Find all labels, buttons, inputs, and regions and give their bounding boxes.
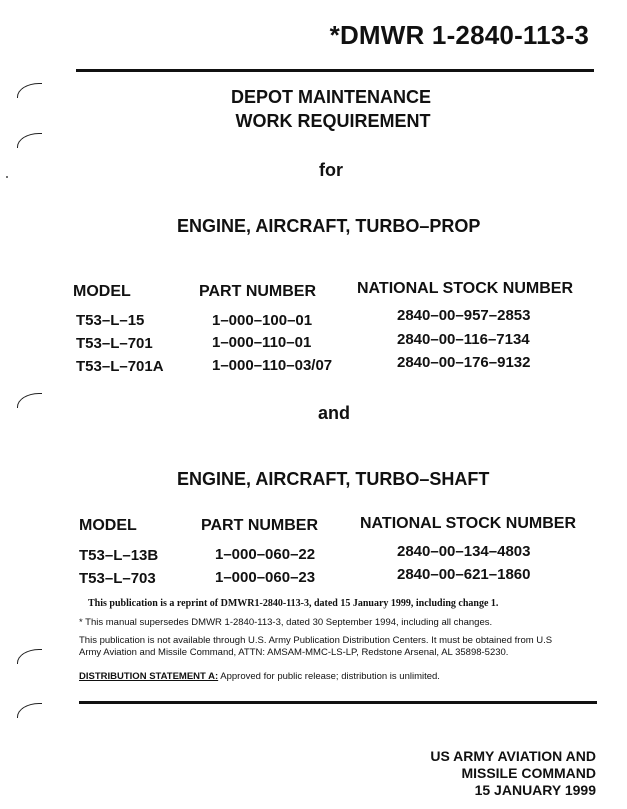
issuer-line-1: US ARMY AVIATION AND [430,748,596,764]
for-label: for [319,160,343,180]
issue-date: 15 JANUARY 1999 [474,782,596,798]
document-number: *DMWR 1-2840-113-3 [329,20,589,50]
model-cell: T53–L–703 [79,570,156,587]
title-line-1: DEPOT MAINTENANCE [230,87,431,107]
nsn-cell: 2840–00–621–1860 [397,566,531,583]
margin-mark [17,649,42,664]
part-number-cell: 1–000–060–22 [215,546,316,563]
column-header-model: MODEL [73,283,131,300]
section-heading-turbo-prop: ENGINE, AIRCRAFT, TURBO–PROP [177,216,481,236]
distribution-statement-label: DISTRIBUTION STATEMENT A: [79,671,219,682]
bottom-rule [79,701,597,704]
column-header-nsn: NATIONAL STOCK NUMBER [357,280,573,297]
margin-mark [17,703,42,718]
section-heading-turbo-shaft: ENGINE, AIRCRAFT, TURBO–SHAFT [177,469,490,489]
availability-note-line-2: Army Aviation and Missile Command, ATTN: AMSAM-MMC-LS-LP, Redstone Arsenal, AL 35898-5230. [79,647,509,658]
part-number-cell: 1–000–100–01 [212,312,313,329]
nsn-cell: 2840–00–134–4803 [397,543,531,560]
model-cell: T53–L–701 [76,335,153,352]
supersedes-note: * This manual supersedes DMWR 1-2840-113-3, dated 30 September 1994, including all changes. [79,617,493,628]
part-number-cell: 1–000–060–23 [215,569,316,586]
margin-mark [17,133,42,148]
column-header-nsn: NATIONAL STOCK NUMBER [360,515,576,532]
issuer-line-2: MISSILE COMMAND [461,765,596,781]
part-number-cell: 1–000–110–01 [212,334,312,351]
column-header-model: MODEL [79,517,137,534]
nsn-cell: 2840–00–116–7134 [397,331,530,348]
reprint-note: This publication is a reprint of DMWR1-2840-113-3, dated 15 January 1999, including change 1. [88,598,499,609]
model-cell: T53–L–13B [79,547,159,564]
and-label: and [317,403,350,423]
availability-note-line-1: This publication is not available through U.S. Army Publication Distribution Centers. It must be obtained from U.S [79,635,553,646]
model-cell: T53–L–701A [76,358,164,375]
column-header-part-number: PART NUMBER [199,283,317,300]
top-rule [76,69,594,72]
part-number-cell: 1–000–110–03/07 [212,357,333,374]
nsn-cell: 2840–00–176–9132 [397,354,531,371]
distribution-statement [79,671,440,682]
nsn-cell: 2840–00–957–2853 [397,307,531,324]
column-header-part-number: PART NUMBER [201,517,319,534]
distribution-statement-text: Approved for public release; distribution is unlimited. [220,671,440,682]
title-line-2: WORK REQUIREMENT [235,111,431,131]
model-cell: T53–L–15 [76,312,145,329]
